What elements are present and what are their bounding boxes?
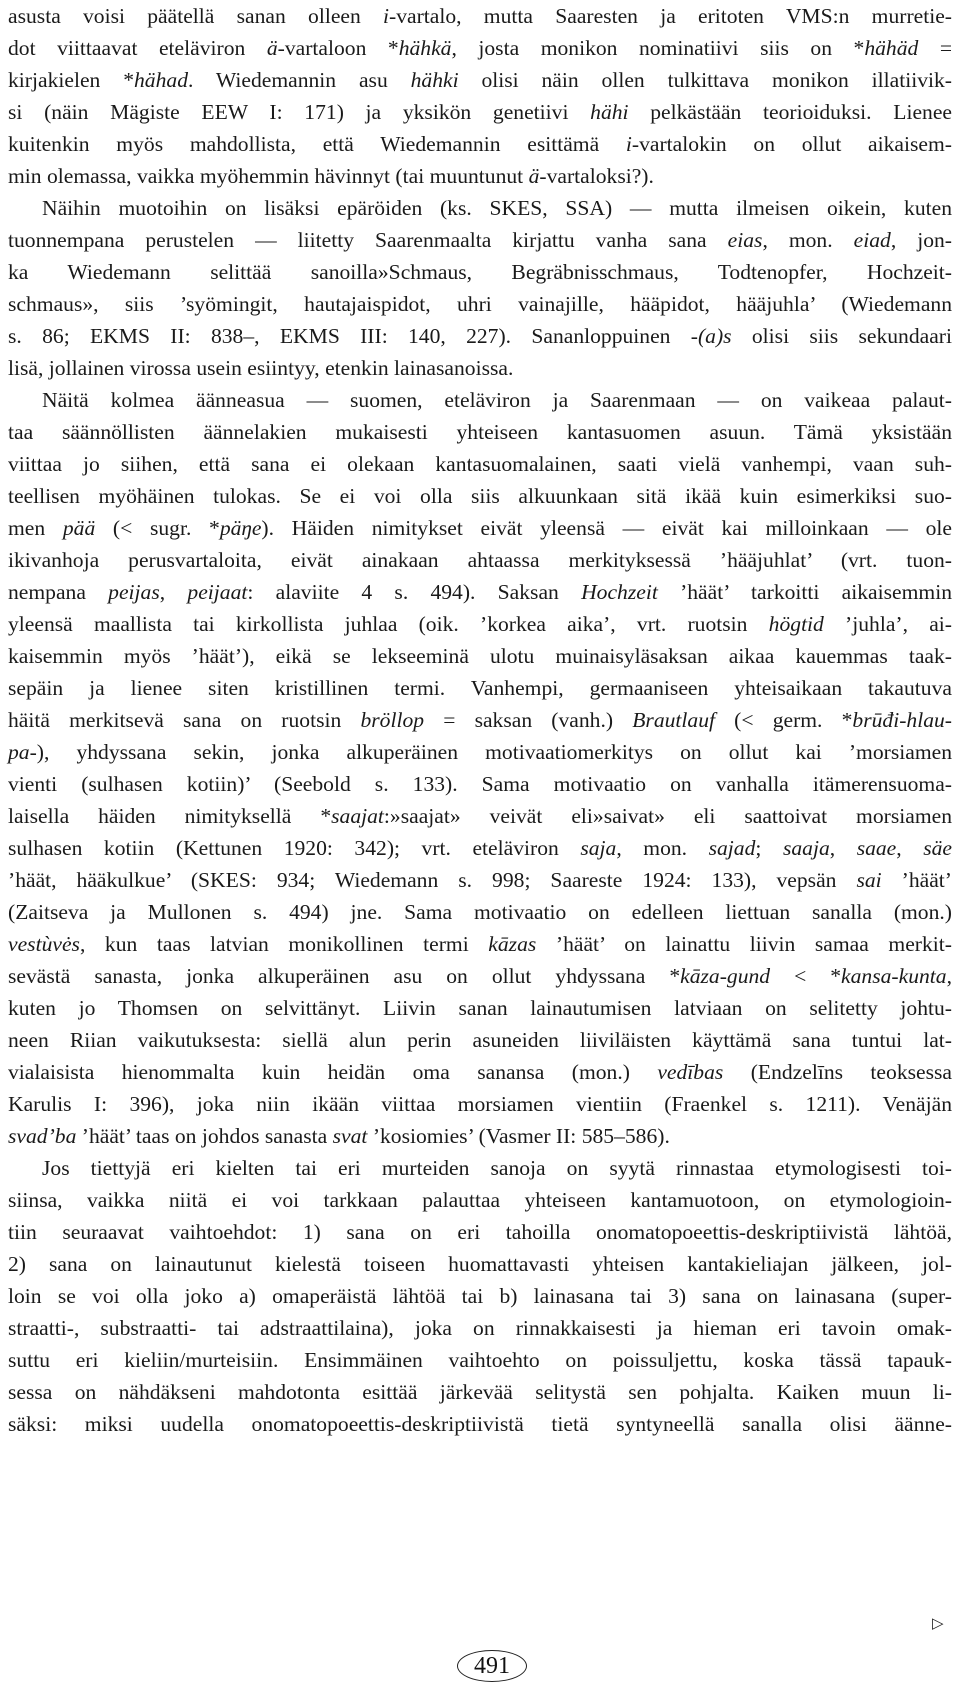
- text-line: yleensä maallista tai kirkollista juhlaa (oik. ’korkea aika’, vrt. ruotsin högtid ’juhla’, ai-: [8, 612, 952, 636]
- text-line: asusta voisi päätellä sanan olleen i-vartalo, mutta Saaresten ja eritoten VMS:n murretie-: [8, 4, 952, 28]
- text-body: [8, 0, 952, 1440]
- continuation-arrow-icon: ▷: [932, 1614, 944, 1632]
- text-line: Näitä kolmea äänneasua — suomen, eteläviron ja Saarenmaan — on vaikeaa palaut-: [42, 388, 952, 412]
- text-line: kirjakielen *hähad. Wiedemannin asu hähki olisi näin ollen tulkittava monikon illatiivik-: [8, 68, 952, 92]
- text-line: Karulis I: 396), joka niin ikään viittaa morsiamen vientiin (Fraenkel s. 1211). Venäjän: [8, 1092, 952, 1116]
- text-line: ’häät, hääkulkue’ (SKES: 934; Wiedemann s. 998; Saareste 1924: 133), vepsän sai ’häät’: [8, 868, 952, 892]
- text-line: suttu eri kieliin/murteisiin. Ensimmäinen vaihtoehto on poissuljettu, koska tässä tapauk-: [8, 1348, 952, 1372]
- text-line: teellisen myöhäinen tulokas. Se ei voi olla siis alkuunkaan sitä ikää kuin esimerkiksi suo-: [8, 484, 952, 508]
- text-line: sevästä sanasta, jonka alkuperäinen asu on ollut yhdyssana *kāza-gund < *kansa-kunta,: [8, 964, 952, 988]
- text-line: men pää (< sugr. *päŋe). Häiden nimitykset eivät yleensä — eivät kai milloinkaan — ole: [8, 516, 953, 540]
- text-line: häitä merkitsevä sana on ruotsin bröllop = saksan (vanh.) Brautlauf (< germ. *brūđi-hlau-: [8, 708, 952, 732]
- text-line: 2) sana on lainautunut kielestä toiseen huomattavasti yhteisen kantakieliajan jälkeen, jol-: [8, 1252, 952, 1276]
- text-line: neen Riian vaikutuksesta: siellä alun perin asuneiden liiviläisten käyttämä sana tuntui lat-: [8, 1028, 952, 1052]
- text-line: tiin seuraavat vaihtoehdot: 1) sana on eri tahoilla onomatopoeettis-deskriptiivistä lähtöä,: [8, 1220, 952, 1244]
- text-line: sessa on nähdäkseni mahdotonta esittää järkevää selitystä sen pohjalta. Kaiken muun li-: [8, 1380, 952, 1404]
- text-line: nempana peijas, peijaat: alaviite 4 s. 494). Saksan Hochzeit ’häät’ tarkoitti aikaisemmin: [8, 580, 952, 604]
- text-line: siinsa, vaikka niitä ei voi tarkkaan palauttaa yhteiseen kantamuotoon, on etymologioin-: [8, 1188, 952, 1212]
- page-number: 491: [457, 1650, 527, 1682]
- text-line: taa säännöllisten äännelakien mukaisesti yhteiseen kantasuomen asuun. Tämä yksistään: [8, 420, 952, 444]
- page-body: [8, 0, 952, 1440]
- text-line: vialaisista hienommalta kuin heidän oma sanansa (mon.) vedības (Endzelīns teoksessa: [8, 1060, 952, 1084]
- text-line: ikivanhoja perusvartaloita, eivät ainakaan ahtaassa merkityksessä ’hääjuhlat’ (vrt. tuon-: [8, 548, 952, 572]
- text-line: schmaus», siis ’syömingit, hautajaispidot, uhri vainajille, hääpidot, hääjuhla’ (Wiedemann: [8, 292, 952, 316]
- text-line: laisella häiden nimityksellä *saajat:»saajat» veivät eli»saivat» eli saattoivat morsiamen: [8, 804, 953, 828]
- text-line: (Zaitseva ja Mullonen s. 494) jne. Sama motivaatio on edelleen liettuan sanalla (mon.): [8, 900, 952, 924]
- text-line: kuitenkin myös mahdollista, että Wiedemannin esittämä i-vartalokin on ollut aikaisem-: [8, 132, 952, 156]
- text-line: sepäin ja lienee siten kristillinen termi. Vanhempi, germaaniseen yhteisaikaan takautuva: [8, 676, 952, 700]
- text-line: kaisemmin myös ’häät’), eikä se lekseeminä ulotu muinaisyläsaksan aikaa kauemmas taak-: [8, 644, 952, 668]
- text-line: Näihin muotoihin on lisäksi epäröiden (ks. SKES, SSA) — mutta ilmeisen oikein, kuten: [42, 196, 952, 220]
- text-line: tuonnempana perustelen — liitetty Saarenmaalta kirjattu vanha sana eias, mon. eiad, jon-: [8, 228, 952, 252]
- text-line: säksi: miksi uudella onomatopoeettis-deskriptiivistä tietä syntyneellä sanalla olisi äänne-: [8, 1412, 952, 1436]
- text-line: loin se voi olla joko a) omaperäistä lähtöä tai b) lainasana tai 3) sana on lainasana (super-: [8, 1284, 952, 1308]
- text-line: lisä, jollainen virossa usein esiintyy, etenkin lainasanoissa.: [8, 356, 514, 380]
- text-line: straatti-, substraatti- tai adstraattilaina), joka on rinnakkaisesti ja hieman eri tavoin omak-: [8, 1316, 952, 1340]
- text-line: pa-), yhdyssana sekin, jonka alkuperäinen motivaatiomerkitys on ollut kai ’morsiamen: [8, 740, 952, 764]
- text-line: ka Wiedemann selittää sanoilla»Schmaus, Begräbnisschmaus, Todtenopfer, Hochzeit-: [8, 260, 952, 284]
- text-line: Jos tiettyjä eri kielten tai eri murteiden sanoja on syytä rinnastaa etymologisesti toi-: [42, 1156, 952, 1180]
- text-line: si (näin Mägiste EEW I: 171) ja yksikön genetiivi hähi pelkästään teorioiduksi. Lienee: [8, 100, 952, 124]
- text-line: vestùvės, kun taas latvian monikollinen termi kāzas ’häät’ on lainattu liivin samaa merkit-: [8, 932, 952, 956]
- text-line: kuten jo Thomsen on selvittänyt. Liivin sanan lainautumisen latviaan on selitetty johtu-: [8, 996, 952, 1020]
- text-line: dot viittaavat eteläviron ä-vartaloon *hähkä, josta monikon nominatiivi siis on *hähäd =: [8, 36, 952, 60]
- text-line: s. 86; EKMS II: 838–, EKMS III: 140, 227). Sananloppuinen -(a)s olisi siis sekundaari: [8, 324, 953, 348]
- text-line: min olemassa, vaikka myöhemmin hävinnyt (tai muuntunut ä-vartaloksi?).: [8, 164, 654, 188]
- text-line: viittaa jo siihen, että sana ei olekaan kantasuomalainen, saati vielä vanhempi, vaan suh-: [8, 452, 952, 476]
- text-line: svad’ba ’häät’ taas on johdos sanasta svat ’kosiomies’ (Vasmer II: 585–586).: [8, 1124, 670, 1148]
- text-line: sulhasen kotiin (Kettunen 1920: 342); vrt. eteläviron saja, mon. sajad; saaja, saae, säe: [8, 836, 953, 860]
- text-line: vienti (sulhasen kotiin)’ (Seebold s. 133). Sama motivaatio on vanhalla itämerensuoma-: [8, 772, 952, 796]
